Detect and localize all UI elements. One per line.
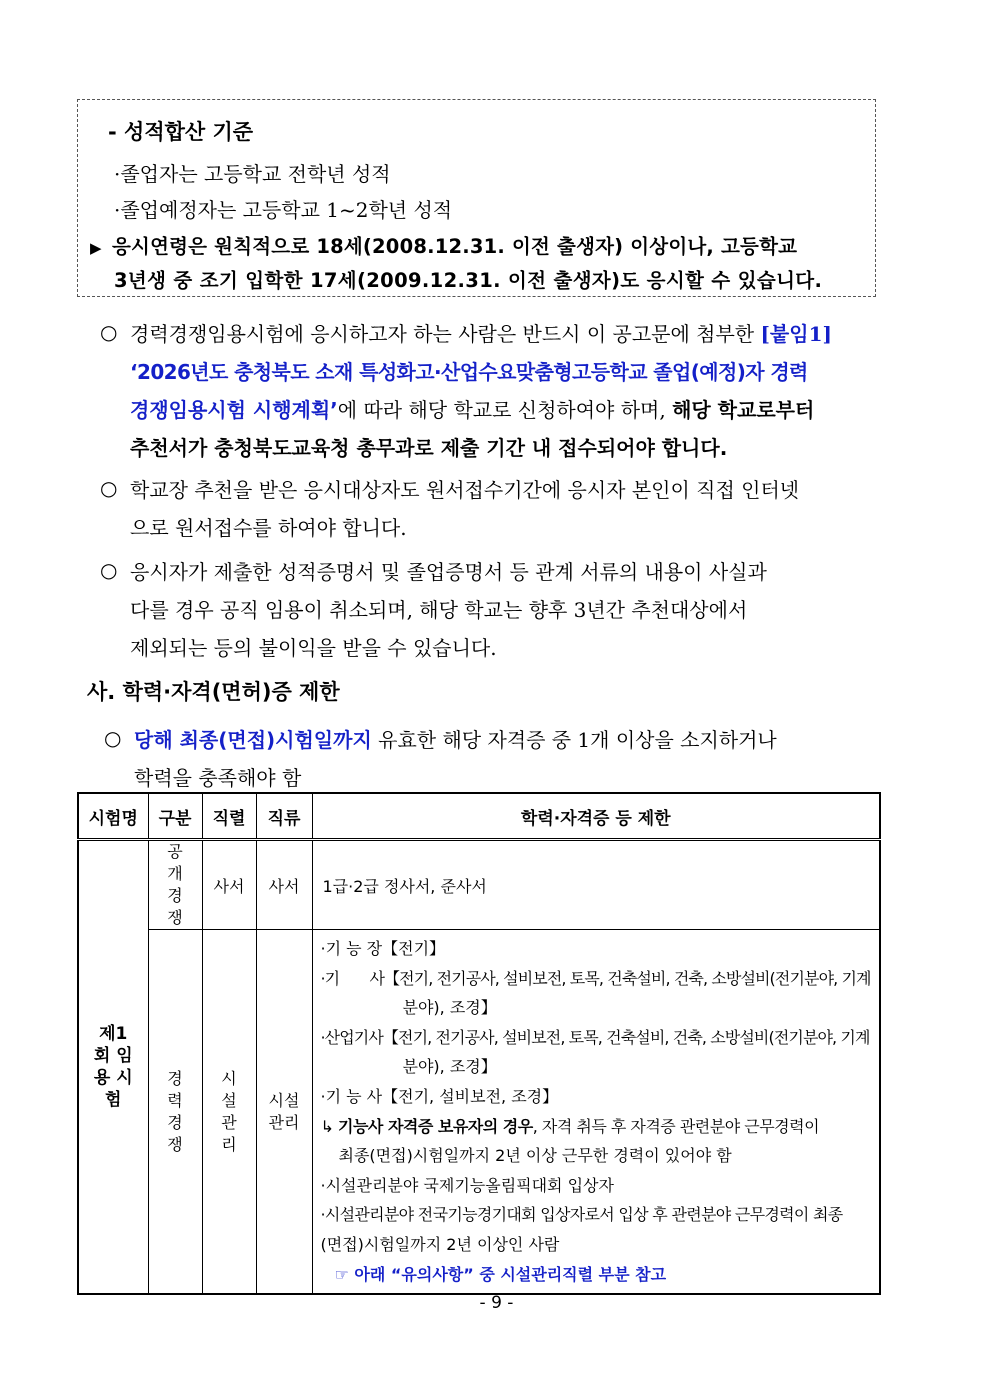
qualification-table xyxy=(77,792,881,1295)
circle-bullet-icon: ○ xyxy=(100,476,118,500)
p1-line-1: 경력경쟁임용시험에 응시하고자 하는 사람은 반드시 이 공고문에 첨부한 [붙임1] xyxy=(130,322,832,346)
triangle-right-icon: ▶ xyxy=(90,239,102,257)
p1-line-2: ‘2026년도 충청북도 소재 특성화고·산업수요맞춤형고등학교 졸업(예정)자 경력 xyxy=(130,360,808,384)
attachment-ref: [붙임1] xyxy=(760,322,832,346)
table-row xyxy=(78,930,880,1295)
req-line: 분야), 조경】 xyxy=(402,998,497,1018)
score-criteria-box xyxy=(77,99,876,297)
req-line: 분야), 조경】 xyxy=(402,1057,497,1077)
req-line: ·산업기사【전기, 전기공사, 설비보전, 토목, 건축설비, 건축, 소방설비(전기분야, 기계 xyxy=(320,1027,870,1047)
intro-line-1: 당해 최종(면접)시험일까지 유효한 해당 자격증 중 1개 이상을 소지하거나 xyxy=(134,728,777,752)
section-heading: 사. 학력·자격(면허)증 제한 xyxy=(87,680,340,704)
reference-note: ☞ 아래 “유의사항” 중 시설관리직렬 부분 참고 xyxy=(334,1264,667,1284)
req-line: 최종(면접)시험일까지 2년 이상 근무한 경력이 있어야 함 xyxy=(338,1146,732,1166)
p1-line-4: 추천서가 충청북도교육청 총무과로 제출 기간 내 접수되어야 합니다. xyxy=(130,436,728,460)
series-cell: 시설 관리 xyxy=(202,930,256,1295)
header-exam-name: 시험명 xyxy=(78,793,148,840)
req-line: ·기 사【전기, 전기공사, 설비보전, 토목, 건축설비, 건축, 소방설비(전기분야, 기계 xyxy=(320,968,871,988)
expected-graduate-criteria: ·졸업예정자는 고등학교 1~2학년 성적 xyxy=(114,198,453,222)
class-cell: 사서 xyxy=(256,840,312,930)
req-line: (면접)시험일까지 2년 이상인 사람 xyxy=(320,1234,560,1254)
return-arrow-icon: ↳ xyxy=(320,1116,338,1136)
age-rule-line-1: ▶ 응시연령은 원칙적으로 18세(2008.12.31. 이전 출생자) 이상이나, 고등학교 xyxy=(90,235,798,258)
p3-line-1: 응시자가 제출한 성적증명서 및 졸업증명서 등 관계 서류의 내용이 사실과 xyxy=(130,560,767,584)
score-criteria-title: - 성적합산 기준 xyxy=(108,120,254,144)
header-class: 직류 xyxy=(256,793,312,840)
graduate-criteria: ·졸업자는 고등학교 전학년 성적 xyxy=(114,162,391,186)
craftsman-note: ↳ 기능사 자격증 보유자의 경우, 자격 취득 후 자격증 관련분야 근무경력이 xyxy=(320,1116,820,1136)
series-cell: 사서 xyxy=(202,840,256,930)
category-cell: 공개 경쟁 xyxy=(148,840,202,930)
intro-line-2: 학력을 충족해야 함 xyxy=(134,766,302,790)
page-number: - 9 - xyxy=(479,1293,514,1313)
circle-bullet-icon: ○ xyxy=(100,558,118,582)
req-line: ·시설관리분야 전국기능경기대회 입상자로서 입상 후 관련분야 근무경력이 최종 xyxy=(320,1205,843,1225)
category-cell: 경력 경쟁 xyxy=(148,930,202,1295)
restriction-cell xyxy=(312,930,880,1295)
p3-line-2: 다를 경우 공직 임용이 취소되며, 해당 학교는 향후 3년간 추천대상에서 xyxy=(130,598,748,622)
req-line: ·기 능 장【전기】 xyxy=(320,939,446,958)
header-series: 직렬 xyxy=(202,793,256,840)
p2-line-2: 으로 원서접수를 하여야 합니다. xyxy=(130,516,407,540)
header-restriction: 학력·자격증 등 제한 xyxy=(312,793,880,840)
circle-bullet-icon: ○ xyxy=(100,320,118,344)
header-category: 구분 xyxy=(148,793,202,840)
table-row xyxy=(78,840,880,930)
class-cell: 시설 관리 xyxy=(256,930,312,1295)
table-header-row xyxy=(78,793,880,840)
req-line: ·기 능 사【전기, 설비보전, 조경】 xyxy=(320,1086,559,1106)
restriction-cell: 1급·2급 정사서, 준사서 xyxy=(312,840,880,930)
age-rule-line-2: 3년생 중 조기 입학한 17세(2009.12.31. 이전 출생자)도 응시할 수 있습니다. xyxy=(114,269,823,292)
circle-bullet-icon: ○ xyxy=(104,726,122,750)
p3-line-3: 제외되는 등의 불이익을 받을 수 있습니다. xyxy=(130,636,497,660)
p2-line-1: 학교장 추천을 받은 응시대상자도 원서접수기간에 응시자 본인이 직접 인터넷 xyxy=(130,478,800,502)
req-line: ·시설관리분야 국제기능올림픽대회 입상자 xyxy=(320,1175,614,1195)
p1-line-3: 경쟁임용시험 시행계획’에 따라 해당 학교로 신청하여야 하며, 해당 학교로부터 xyxy=(130,398,815,422)
exam-name-cell: 제1회 임용 시험 xyxy=(78,840,148,1295)
